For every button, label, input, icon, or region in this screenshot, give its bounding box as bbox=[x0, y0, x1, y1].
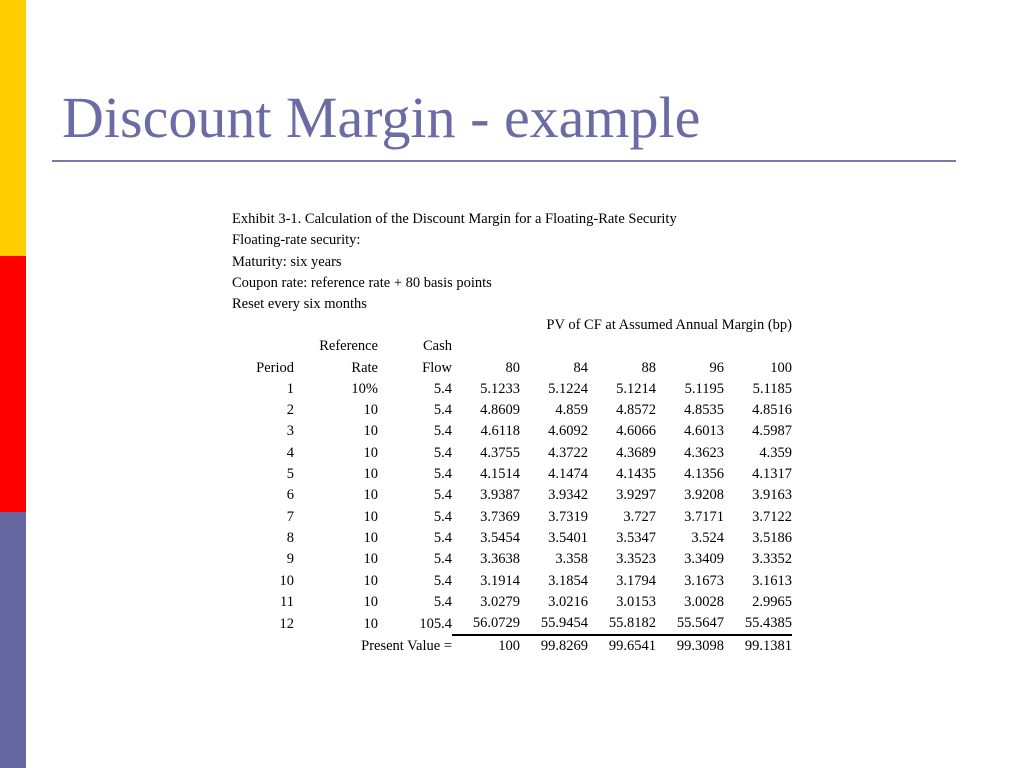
table-cell: 12 bbox=[279, 615, 294, 632]
header-cell: 100 bbox=[770, 359, 792, 376]
table-cell: 1 bbox=[286, 380, 294, 397]
table-cell: 10 bbox=[363, 487, 378, 504]
header-cell: Rate bbox=[351, 359, 378, 376]
table-row bbox=[230, 400, 792, 421]
table-cell: 4.6013 bbox=[684, 423, 724, 440]
table-cell: 3.524 bbox=[691, 529, 724, 546]
header-cell: 80 bbox=[505, 359, 520, 376]
table-row bbox=[230, 421, 792, 442]
pv-group-header: PV of CF at Assumed Annual Margin (bp) bbox=[546, 317, 792, 333]
sidebar-yellow-segment bbox=[0, 0, 26, 256]
table-cell: 5.4 bbox=[433, 508, 452, 525]
table-cell: 10 bbox=[363, 529, 378, 546]
table-cell: 55.5647 bbox=[656, 613, 724, 635]
table-cell: 3.7319 bbox=[548, 508, 588, 525]
table-cell: 4.1356 bbox=[684, 466, 724, 483]
table-cell: 55.8182 bbox=[588, 613, 656, 635]
table-cell: 5.1233 bbox=[480, 380, 520, 397]
table-cell: 3.0153 bbox=[616, 593, 656, 610]
table-cell: 10 bbox=[363, 402, 378, 419]
table-cell: 5.4 bbox=[433, 444, 452, 461]
table-cell: 3.1854 bbox=[548, 572, 588, 589]
table-cell: 3.3523 bbox=[616, 551, 656, 568]
table-row bbox=[230, 507, 792, 528]
table-cell: 3.9208 bbox=[684, 487, 724, 504]
table-cell: 3.9163 bbox=[752, 487, 792, 504]
table-cell: 56.0729 bbox=[452, 613, 520, 635]
exhibit-line: Floating-rate security: bbox=[232, 232, 361, 249]
table-cell: 4.8609 bbox=[480, 402, 520, 419]
table-cell: 4.6066 bbox=[616, 423, 656, 440]
table-cell: 10 bbox=[363, 466, 378, 483]
table-cell: 4.1317 bbox=[752, 466, 792, 483]
table-cell: 5.1185 bbox=[752, 380, 792, 397]
header-cell: Flow bbox=[422, 359, 452, 376]
exhibit-line: Coupon rate: reference rate + 80 basis points bbox=[232, 274, 492, 291]
table-cell: 105.4 bbox=[419, 615, 452, 632]
table-cell: 5.4 bbox=[433, 529, 452, 546]
sidebar-red-segment bbox=[0, 256, 26, 512]
header-row-top bbox=[230, 336, 792, 357]
table-row bbox=[230, 592, 792, 613]
table-row bbox=[230, 485, 792, 506]
table-cell: 5.1224 bbox=[548, 380, 588, 397]
exhibit-caption: Exhibit 3-1. Calculation of the Discount Margin for a Floating-Rate Security bbox=[232, 211, 677, 227]
present-value-cell: 99.6541 bbox=[608, 638, 656, 655]
table-cell: 3.1673 bbox=[684, 572, 724, 589]
table-cell: 4.8535 bbox=[684, 402, 724, 419]
table-cell: 3.9297 bbox=[616, 487, 656, 504]
table-row bbox=[230, 571, 792, 592]
table-cell: 4.359 bbox=[759, 444, 792, 461]
table-cell: 7 bbox=[286, 508, 294, 525]
table-cell: 4.6118 bbox=[480, 423, 520, 440]
table-cell: 3.727 bbox=[623, 508, 656, 525]
table-cell: 4.5987 bbox=[752, 423, 792, 440]
header-cell bbox=[230, 336, 294, 357]
title-underline bbox=[52, 160, 956, 162]
sidebar-accent-bar bbox=[0, 0, 26, 768]
table-row bbox=[230, 379, 792, 400]
present-value-cell: 99.8269 bbox=[540, 638, 588, 655]
exhibit-line: Maturity: six years bbox=[232, 253, 342, 270]
table-cell: 3.1794 bbox=[616, 572, 656, 589]
table-cell: 4.3722 bbox=[548, 444, 588, 461]
table-cell: 3.9342 bbox=[548, 487, 588, 504]
header-cell: Cash bbox=[423, 338, 452, 355]
table-cell: 5 bbox=[286, 466, 294, 483]
table-cell: 4.3755 bbox=[480, 444, 520, 461]
present-value-label: Present Value = bbox=[361, 637, 452, 654]
table-cell: 5.4 bbox=[433, 572, 452, 589]
table-cell: 10 bbox=[363, 551, 378, 568]
table-cell: 3.358 bbox=[555, 551, 588, 568]
table-cell: 3.3352 bbox=[752, 551, 792, 568]
table-cell: 10 bbox=[363, 572, 378, 589]
table-cell: 8 bbox=[286, 529, 294, 546]
table-cell: 4.859 bbox=[555, 402, 588, 419]
table-cell: 5.4 bbox=[433, 423, 452, 440]
table-cell: 3.5186 bbox=[752, 529, 792, 546]
present-value-row bbox=[230, 635, 792, 657]
present-value-cell: 100 bbox=[498, 638, 520, 655]
table-cell: 5.4 bbox=[433, 466, 452, 483]
table-cell: 11 bbox=[280, 593, 294, 610]
table-cell: 5.1214 bbox=[616, 380, 656, 397]
table-cell: 4.1435 bbox=[616, 466, 656, 483]
table-cell: 55.9454 bbox=[520, 613, 588, 635]
table-cell: 3.7122 bbox=[752, 508, 792, 525]
table-cell: 3.3409 bbox=[684, 551, 724, 568]
table-cell: 5.1195 bbox=[684, 380, 724, 397]
sidebar-blue-segment bbox=[0, 512, 26, 768]
table-cell: 4.3623 bbox=[684, 444, 724, 461]
present-value-cell: 99.1381 bbox=[744, 638, 792, 655]
table-cell: 3.5347 bbox=[616, 529, 656, 546]
slide-title: Discount Margin - example bbox=[62, 85, 701, 150]
table-cell: 10 bbox=[363, 593, 378, 610]
table-cell: 5.4 bbox=[433, 487, 452, 504]
table-cell: 3.5401 bbox=[548, 529, 588, 546]
table-cell: 10 bbox=[363, 508, 378, 525]
table-cell: 5.4 bbox=[433, 551, 452, 568]
table-cell: 3.9387 bbox=[480, 487, 520, 504]
header-cell: Reference bbox=[319, 338, 378, 355]
table-cell: 2.9965 bbox=[752, 593, 792, 610]
table-cell: 10 bbox=[363, 423, 378, 440]
table-row bbox=[230, 549, 792, 570]
table-cell: 4.6092 bbox=[548, 423, 588, 440]
header-cell: Period bbox=[256, 359, 294, 376]
table-row bbox=[230, 443, 792, 464]
table-cell: 3.1613 bbox=[752, 572, 792, 589]
table-cell: 3.3638 bbox=[480, 551, 520, 568]
table-cell: 9 bbox=[286, 551, 294, 568]
table-cell: 10 bbox=[363, 615, 378, 632]
table-cell: 4 bbox=[286, 444, 294, 461]
header-row-bottom bbox=[230, 358, 792, 379]
header-cell: 96 bbox=[709, 359, 724, 376]
table-cell: 4.1474 bbox=[548, 466, 588, 483]
table-cell: 3.5454 bbox=[480, 529, 520, 546]
table-cell: 4.3689 bbox=[616, 444, 656, 461]
header-cell: 88 bbox=[641, 359, 656, 376]
table-cell: 6 bbox=[286, 487, 294, 504]
table-cell: 4.8572 bbox=[616, 402, 656, 419]
table-cell: 3.0216 bbox=[548, 593, 588, 610]
table-cell: 3.7171 bbox=[684, 508, 724, 525]
table-cell: 3.7369 bbox=[480, 508, 520, 525]
table-cell: 3.0028 bbox=[684, 593, 724, 610]
table-cell: 3.1914 bbox=[480, 572, 520, 589]
exhibit-line: Reset every six months bbox=[232, 296, 367, 313]
table-cell: 3.0279 bbox=[480, 593, 520, 610]
exhibit-description bbox=[232, 209, 802, 315]
discount-margin-table bbox=[230, 315, 792, 658]
table-cell: 10 bbox=[279, 572, 294, 589]
table-cell: 4.1514 bbox=[480, 466, 520, 483]
table-cell: 3 bbox=[286, 423, 294, 440]
table-cell: 4.8516 bbox=[752, 402, 792, 419]
header-cell: 84 bbox=[573, 359, 588, 376]
table-cell: 5.4 bbox=[433, 593, 452, 610]
table-cell: 10 bbox=[363, 444, 378, 461]
table-row bbox=[230, 613, 792, 635]
table-cell: 5.4 bbox=[433, 402, 452, 419]
table-row bbox=[230, 464, 792, 485]
group-header-row bbox=[230, 315, 792, 336]
table-cell: 5.4 bbox=[433, 380, 452, 397]
table-cell: 2 bbox=[286, 402, 294, 419]
table-row bbox=[230, 528, 792, 549]
table-cell: 10% bbox=[351, 380, 378, 397]
present-value-cell: 99.3098 bbox=[676, 638, 724, 655]
table-cell: 55.4385 bbox=[724, 613, 792, 635]
